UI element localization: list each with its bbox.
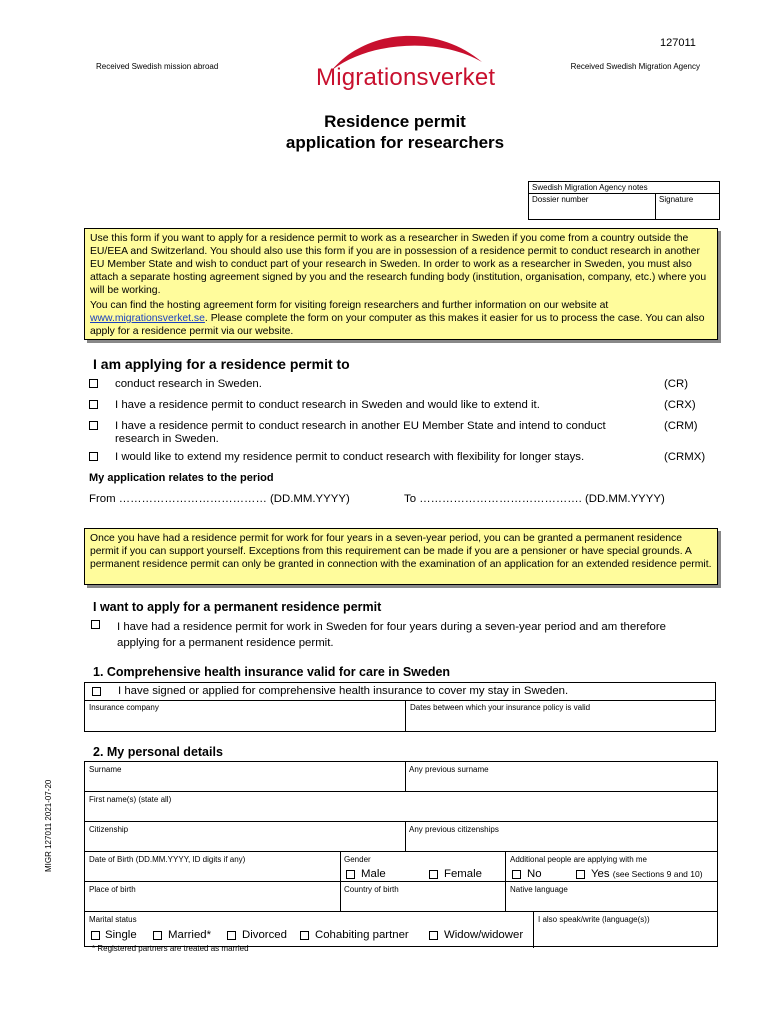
married-label: Married* (168, 929, 212, 941)
option-crm-label: I have a residence permit to conduct research in another EU Member State and intend to conduct research in Sweden. (115, 420, 606, 445)
date-of-birth-field[interactable]: Date of Birth (DD.MM.YYYY, ID digits if any) (89, 855, 246, 864)
divorced-checkbox[interactable] (227, 931, 236, 940)
insurance-checkbox-label: I have signed or applied for comprehensive health insurance to cover my stay in Sweden. (118, 685, 569, 697)
received-mission-label: Received Swedish mission abroad (96, 62, 219, 71)
previous-citizenships-field[interactable]: Any previous citizenships (409, 825, 499, 834)
option-crmx-checkbox[interactable] (89, 452, 98, 461)
married-checkbox[interactable] (153, 931, 162, 940)
previous-surname-field[interactable]: Any previous surname (409, 765, 489, 774)
country-of-birth-field[interactable]: Country of birth (344, 885, 399, 894)
single-checkbox[interactable] (91, 931, 100, 940)
option-crx-label: I have a residence permit to conduct research in Sweden and would like to extend it. (115, 399, 540, 411)
option-crm-checkbox[interactable] (89, 421, 98, 430)
info-box: Use this form if you want to apply for a residence permit to work as a researcher in Sweden if you come from a country outside the EU/EEA and Switzerland. You should also use this form if you are in possession of a residence permit to conduct research in another EU Member State and wish to conduct part of your research in Sweden. In order to work as a researcher in Sweden, you must also attach a separate hosting agreement signed by you and the research funding body (institution, organisation, company, etc.) where you will be working. You can find the hosting agreement form for visiting foreign researchers and further information on our website at www.migrationsverket.se. Please complete the form on your computer as this makes it easier for us to process the case. You can also apply for a residence permit via our website. (84, 228, 718, 340)
insurance-table (84, 682, 716, 732)
dossier-number-field: Dossier number (532, 195, 589, 204)
male-checkbox[interactable] (346, 870, 355, 879)
place-of-birth-field[interactable]: Place of birth (89, 885, 136, 894)
option-crx-checkbox[interactable] (89, 400, 98, 409)
insurance-checkbox[interactable] (92, 687, 101, 696)
gender-label: Gender (344, 855, 371, 864)
option-crm-code: (CRM) (664, 420, 698, 432)
additional-no-checkbox[interactable] (512, 870, 521, 879)
period-from-field[interactable]: From ………………………………… (DD.MM.YYYY) (89, 493, 350, 505)
period-to-field[interactable]: To ……………………………………. (DD.MM.YYYY) (404, 493, 665, 505)
applying-heading: I am applying for a residence permit to (93, 356, 350, 372)
section2-heading: 2. My personal details (93, 745, 223, 759)
also-speak-field[interactable]: I also speak/write (language(s)) (538, 915, 650, 924)
permanent-option-label: I have had a residence permit for work in Sweden for four years during a seven-year period and am therefore applying for a permanent residence permit. (117, 621, 666, 649)
form-version-side-text: MIGR 127011 2021-07-20 (44, 779, 53, 872)
marital-footnote: * Registered partners are treated as married (92, 944, 249, 953)
option-crmx-code: (CRMX) (664, 451, 706, 463)
female-label: Female (444, 868, 482, 880)
male-label: Male (361, 868, 386, 880)
cohabiting-checkbox[interactable] (300, 931, 309, 940)
single-label: Single (105, 929, 137, 941)
insurance-company-field[interactable]: Insurance company (89, 703, 159, 712)
first-names-field[interactable]: First name(s) (state all) (89, 795, 172, 804)
cohabiting-label: Cohabiting partner (315, 929, 409, 941)
permanent-heading: I want to apply for a permanent residence permit (93, 600, 382, 614)
option-cr-checkbox[interactable] (89, 379, 98, 388)
agency-notes-box: Swedish Migration Agency notes Dossier number Signature (528, 181, 720, 220)
received-agency-label: Received Swedish Migration Agency (570, 62, 700, 71)
option-crx-code: (CRX) (664, 399, 696, 411)
option-crmx-label: I would like to extend my residence permit to conduct research with flexibility for longer stays. (115, 451, 585, 463)
permanent-checkbox[interactable] (91, 620, 100, 629)
widow-label: Widow/widower (444, 929, 524, 941)
insurance-dates-field[interactable]: Dates between which your insurance policy is valid (410, 703, 591, 712)
widow-checkbox[interactable] (429, 931, 438, 940)
divorced-label: Divorced (242, 929, 287, 941)
personal-details-table (84, 761, 718, 947)
citizenship-field[interactable]: Citizenship (89, 825, 129, 834)
additional-yes-checkbox[interactable] (576, 870, 585, 879)
option-cr-code: (CR) (664, 378, 689, 390)
period-heading: My application relates to the period (89, 472, 274, 484)
signature-field: Signature (659, 195, 694, 204)
female-checkbox[interactable] (429, 870, 438, 879)
option-cr-label: conduct research in Sweden. (115, 378, 262, 390)
section1-heading: 1. Comprehensive health insurance valid for care in Sweden (93, 665, 451, 679)
permanent-info-box: Once you have had a residence permit for work for four years in a seven-year period, you can be granted a permanent residence permit if you can support yourself. Exceptions from this requirement can be made if you are a pensioner or have special grounds. A permanent residence permit can only be granted in connection with the examination of an application for an extended residence permit. (84, 528, 718, 585)
additional-people-label: Additional people are applying with me (510, 855, 647, 864)
page-title: Residence permit application for researchers (285, 112, 505, 152)
additional-no-label: No (527, 868, 542, 880)
form-number: 127011 (660, 37, 696, 49)
additional-yes-label: Yes (see Sections 9 and 10) (591, 868, 703, 880)
logo-text: Migrationsverket (316, 64, 496, 91)
surname-field[interactable]: Surname (89, 765, 122, 774)
marital-status-label: Marital status (89, 915, 137, 924)
native-language-field[interactable]: Native language (510, 885, 568, 894)
website-link[interactable]: www.migrationsverket.se (90, 313, 205, 324)
